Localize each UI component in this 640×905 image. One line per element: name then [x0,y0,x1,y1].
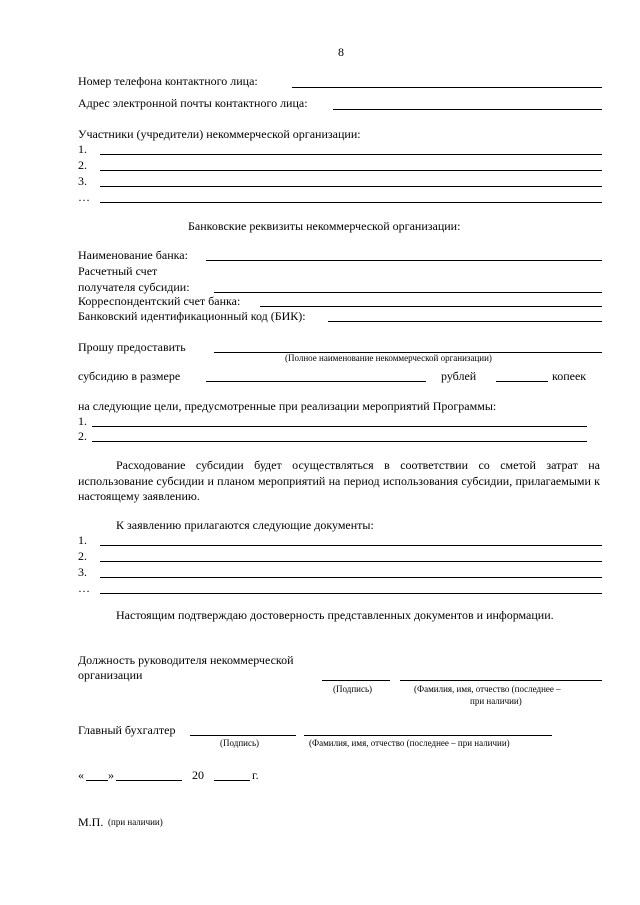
founders-item-line[interactable] [100,154,602,155]
founders-item-line[interactable] [100,186,602,187]
date-close-quote: » [108,768,114,782]
page-number: 8 [338,45,344,59]
kopecks-label: копеек [552,369,587,383]
kopecks-line[interactable] [496,381,548,382]
founders-item-number: 1. [78,142,87,156]
bank-name-line[interactable] [206,260,602,261]
docs-item-line[interactable] [100,593,602,594]
account-label: получателя субсидии: [78,280,190,294]
docs-item-number: 1. [78,533,87,547]
date-open-quote: « [78,768,84,782]
spending-paragraph: Расходование субсидии будет осуществляться в соответствии со сметой затрат на использование субсидии и планом мероприятий на период использования субсидии, прилагаемыми к настоящему заявлению. [78,458,600,503]
docs-label: К заявлению прилагаются следующие документы: [116,518,374,532]
bik-label: Банковский идентификационный код (БИК): [78,309,306,323]
amount-label: субсидию в размере [78,369,181,383]
date-year-line[interactable] [214,780,250,781]
date-day-line[interactable] [86,780,108,781]
date-year-suffix: г. [252,768,259,782]
founders-item-line[interactable] [100,202,602,203]
head-signature-line[interactable] [322,680,390,681]
goals-label: на следующие цели, предусмотренные при реализации мероприятий Программы: [78,399,497,413]
bik-line[interactable] [328,321,602,322]
rubles-line[interactable] [206,381,426,382]
stamp-label: М.П. [78,815,104,829]
accountant-signature-line[interactable] [190,735,296,736]
docs-item-line[interactable] [100,561,602,562]
bank-name-label: Наименование банка: [78,248,188,262]
accountant-name-line[interactable] [304,735,552,736]
accountant-label: Главный бухгалтер [78,723,176,737]
docs-item-line[interactable] [100,545,602,546]
head-name-hint: (Фамилия, имя, отчество (последнее – [414,684,561,694]
founders-item-number: 3. [78,174,87,188]
phone-label: Номер телефона контактного лица: [78,74,258,88]
request-label: Прошу предоставить [78,340,186,354]
head-name-line[interactable] [400,680,602,681]
account-label: Расчетный счет [78,264,158,278]
rubles-label: рублей [441,369,477,383]
founders-item-number: … [78,190,90,204]
head-position-label: Должность руководителя некоммерческой [78,653,294,667]
corr-account-label: Корреспондентский счет банка: [78,294,241,308]
bank-heading: Банковские реквизиты некоммерческой организации: [188,219,461,233]
docs-item-number: 2. [78,549,87,563]
docs-item-line[interactable] [100,577,602,578]
docs-item-number: 3. [78,565,87,579]
goals-item-line[interactable] [92,441,587,442]
head-signature-hint: (Подпись) [333,684,373,694]
phone-field-line[interactable] [292,87,602,88]
accountant-name-hint: (Фамилия, имя, отчество (последнее – при наличии) [309,738,510,748]
goals-item-number: 1. [78,414,87,428]
head-position-label: организации [78,668,143,682]
accountant-signature-hint: (Подпись) [220,738,260,748]
email-field-line[interactable] [333,109,602,110]
email-label: Адрес электронной почты контактного лица: [78,96,308,110]
date-year-prefix: 20 [192,768,204,782]
date-month-line[interactable] [116,780,182,781]
goals-item-line[interactable] [92,426,587,427]
stamp-hint: (при наличии) [108,817,163,827]
founders-item-number: 2. [78,158,87,172]
corr-account-line[interactable] [260,306,602,307]
docs-item-number: … [78,581,90,595]
confirm-text: Настоящим подтверждаю достоверность представленных документов и информации. [116,608,554,622]
head-name-hint: при наличии) [470,696,522,706]
goals-item-number: 2. [78,429,87,443]
founders-label: Участники (учредители) некоммерческой организации: [78,127,361,141]
founders-item-line[interactable] [100,170,602,171]
account-line[interactable] [214,292,602,293]
org-name-hint: (Полное наименование некоммерческой организации) [285,353,492,363]
